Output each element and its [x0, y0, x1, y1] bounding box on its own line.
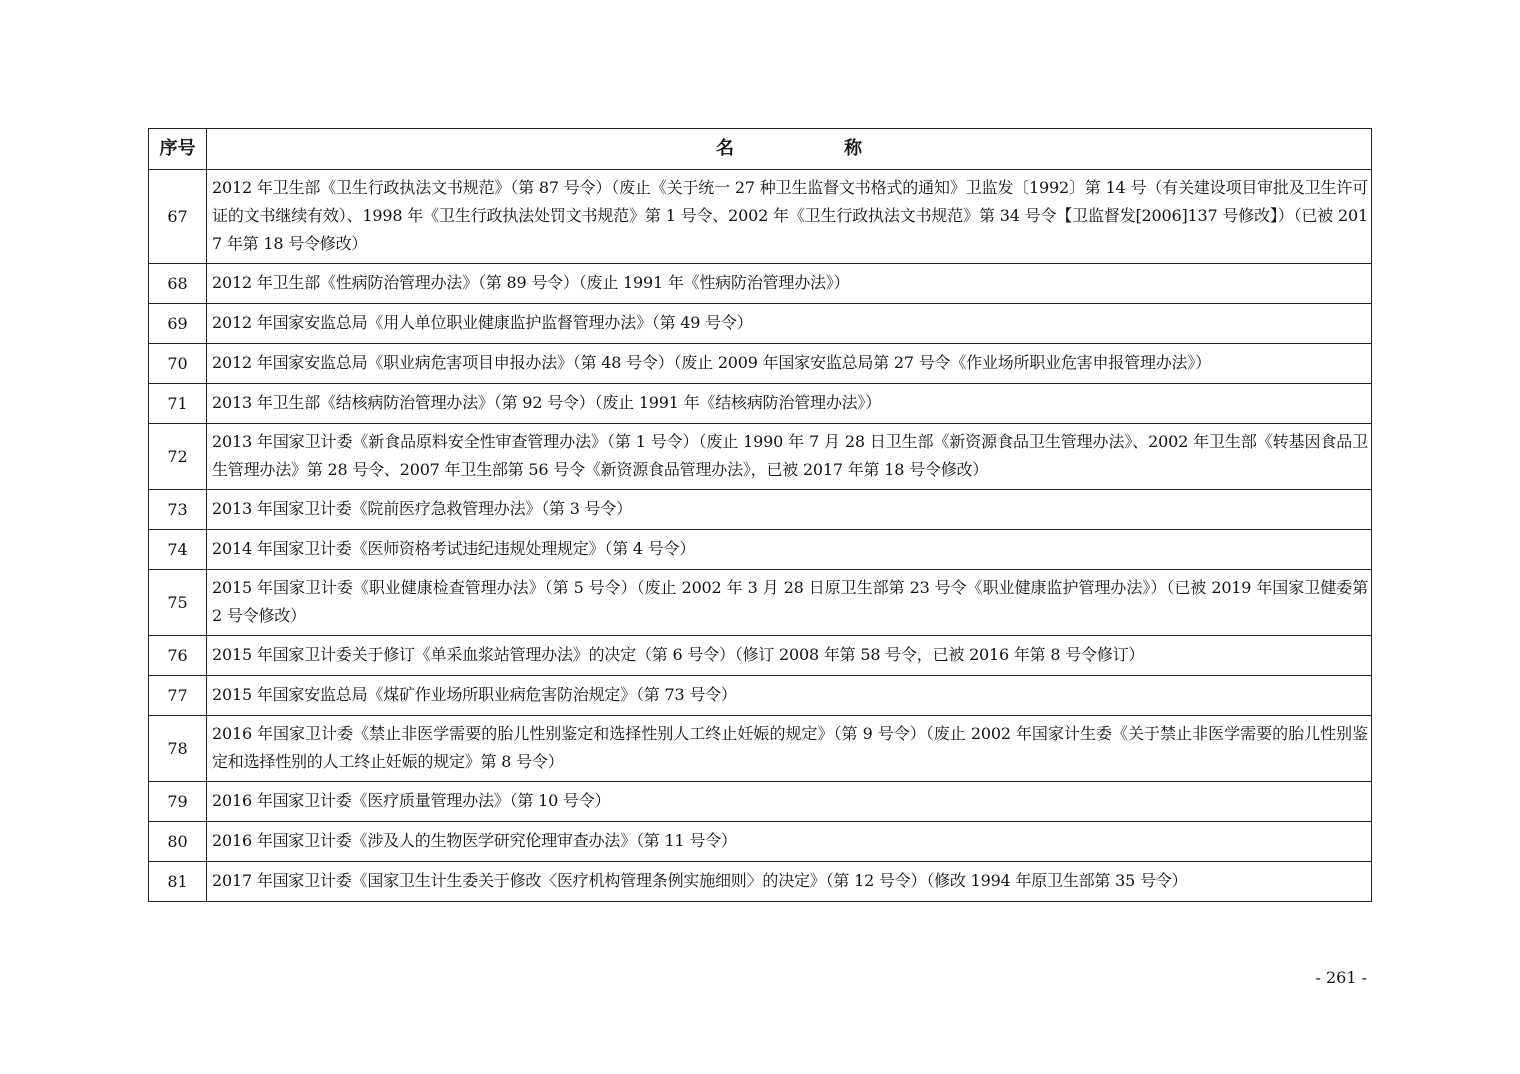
row-seq: 70: [149, 344, 207, 384]
row-seq: 77: [149, 676, 207, 716]
table-row: [149, 344, 1372, 384]
row-seq: 75: [149, 570, 207, 636]
row-seq: 73: [149, 490, 207, 530]
row-seq: 69: [149, 304, 207, 344]
row-name: 2012 年卫生部《卫生行政执法文书规范》（第 87 号令）（废止《关于统一 27 种卫生监督文书格式的通知》卫监发〔1992〕第 14 号（有关建设项目审批及卫生许可证的文书继续有效）、1998 年《卫生行政执法处罚文书规范》第 1 号令、2002 年《卫生行政执法文书规范》第 34 号令【卫监督发[2006]137 号修改】）（已被 2017 年第 18 号令修改）: [207, 170, 1372, 264]
header-name-label: 名称: [716, 138, 972, 159]
row-seq: 68: [149, 264, 207, 304]
row-seq: 74: [149, 530, 207, 570]
table-row: [149, 636, 1372, 676]
table-row: [149, 490, 1372, 530]
row-name: 2015 年国家卫计委《职业健康检查管理办法》（第 5 号令）（废止 2002 年 3 月 28 日原卫生部第 23 号令《职业健康监护管理办法》）（已被 2019 年国家卫健委第 2 号令修改）: [207, 570, 1372, 636]
table-row: [149, 170, 1372, 264]
row-seq: 72: [149, 424, 207, 490]
table-row: [149, 676, 1372, 716]
row-name: 2013 年国家卫计委《院前医疗急救管理办法》（第 3 号令）: [207, 490, 1372, 530]
table-row: [149, 716, 1372, 782]
row-name: 2012 年国家安监总局《职业病危害项目申报办法》（第 48 号令）（废止 2009 年国家安监总局第 27 号令《作业场所职业危害申报管理办法》）: [207, 344, 1372, 384]
regulations-table: [148, 128, 1372, 902]
row-seq: 71: [149, 384, 207, 424]
row-name: 2013 年国家卫计委《新食品原料安全性审查管理办法》（第 1 号令）（废止 1990 年 7 月 28 日卫生部《新资源食品卫生管理办法》、2002 年卫生部《转基因食品卫生管理办法》第 28 号令、2007 年卫生部第 56 号令《新资源食品管理办法》，已被 2017 年第 18 号令修改）: [207, 424, 1372, 490]
row-seq: 76: [149, 636, 207, 676]
row-name: 2015 年国家安监总局《煤矿作业场所职业病危害防治规定》（第 73 号令）: [207, 676, 1372, 716]
row-name: 2016 年国家卫计委《涉及人的生物医学研究伦理审查办法》（第 11 号令）: [207, 822, 1372, 862]
table-row: [149, 530, 1372, 570]
table-row: [149, 384, 1372, 424]
row-name: 2015 年国家卫计委关于修订《单采血浆站管理办法》的决定（第 6 号令）（修订 2008 年第 58 号令，已被 2016 年第 8 号令修订）: [207, 636, 1372, 676]
row-name: 2016 年国家卫计委《禁止非医学需要的胎儿性别鉴定和选择性别人工终止妊娠的规定》（第 9 号令）（废止 2002 年国家计生委《关于禁止非医学需要的胎儿性别鉴定和选择性别的人工终止妊娠的规定》第 8 号令）: [207, 716, 1372, 782]
table-row: [149, 782, 1372, 822]
row-seq: 78: [149, 716, 207, 782]
table-row: [149, 424, 1372, 490]
table-row: [149, 822, 1372, 862]
row-seq: 80: [149, 822, 207, 862]
table-body: [149, 170, 1372, 902]
table-row: [149, 264, 1372, 304]
row-name: 2016 年国家卫计委《医疗质量管理办法》（第 10 号令）: [207, 782, 1372, 822]
row-seq: 81: [149, 862, 207, 902]
row-seq: 67: [149, 170, 207, 264]
page-number: - 261 -: [1315, 968, 1367, 987]
row-name: 2012 年卫生部《性病防治管理办法》（第 89 号令）（废止 1991 年《性病防治管理办法》）: [207, 264, 1372, 304]
table-header-row: [149, 129, 1372, 170]
row-name: 2017 年国家卫计委《国家卫生计生委关于修改〈医疗机构管理条例实施细则〉的决定》（第 12 号令）（修改 1994 年原卫生部第 35 号令）: [207, 862, 1372, 902]
row-seq: 79: [149, 782, 207, 822]
row-name: 2014 年国家卫计委《医师资格考试违纪违规处理规定》（第 4 号令）: [207, 530, 1372, 570]
table-row: [149, 570, 1372, 636]
table-row: [149, 304, 1372, 344]
header-seq: 序号: [149, 129, 207, 170]
row-name: 2013 年卫生部《结核病防治管理办法》（第 92 号令）（废止 1991 年《结核病防治管理办法》）: [207, 384, 1372, 424]
header-name: [207, 129, 1372, 170]
table-row: [149, 862, 1372, 902]
row-name: 2012 年国家安监总局《用人单位职业健康监护监督管理办法》（第 49 号令）: [207, 304, 1372, 344]
